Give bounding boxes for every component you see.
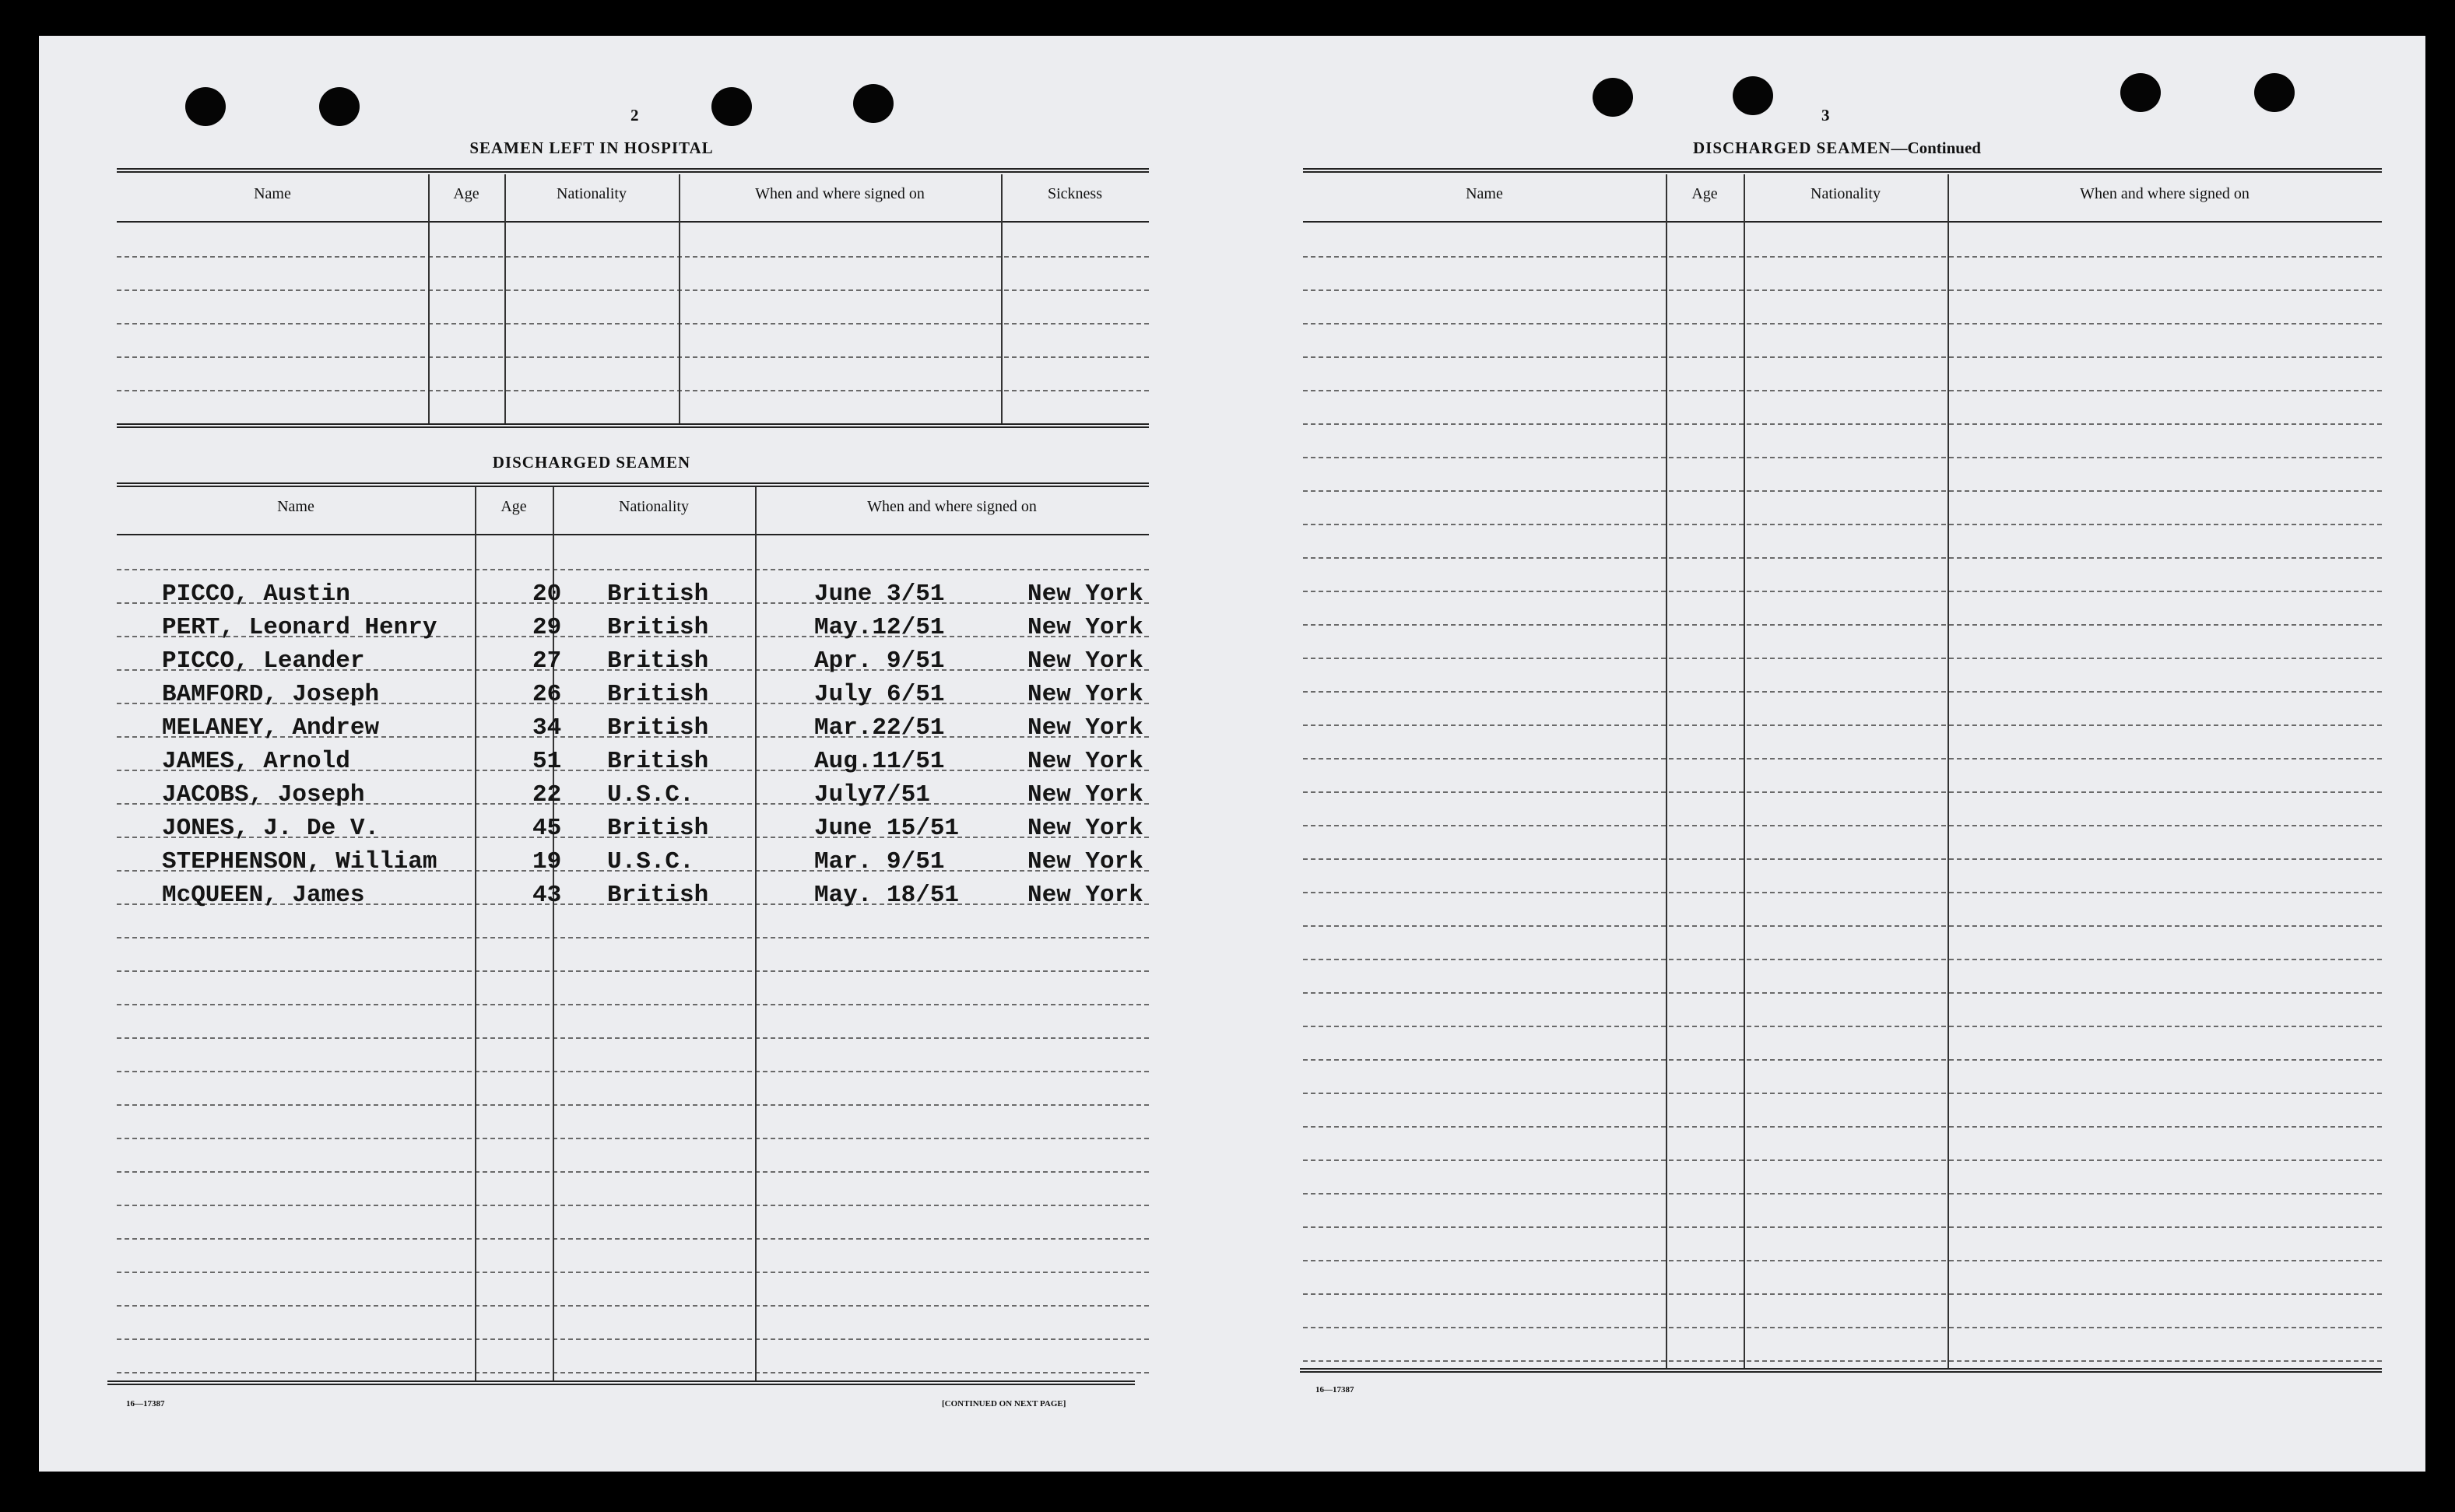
seaman-age: 34 (532, 714, 562, 742)
seaman-nationality: British (607, 882, 709, 909)
ruled-line (117, 1138, 1149, 1139)
seaman-nationality: British (607, 714, 709, 742)
punch-hole (319, 87, 360, 126)
ruled-line (1303, 490, 2382, 492)
signed-on-date: Apr. 9/51 (814, 647, 945, 675)
signed-on-date: Mar.22/51 (814, 714, 945, 742)
column-header: Age (453, 185, 479, 202)
seaman-name: PICCO, Austin (162, 581, 350, 608)
hospital-top-rule (117, 168, 1149, 173)
signed-on-place: New York (1027, 614, 1143, 641)
ruled-line (117, 256, 1149, 258)
column-divider (428, 174, 430, 423)
column-header: When and where signed on (867, 498, 1037, 515)
discharged-bottom-rule (107, 1380, 1135, 1385)
ruled-line (1303, 1193, 2382, 1195)
seaman-name: STEPHENSON, William (162, 848, 437, 875)
punch-hole (2254, 73, 2295, 112)
left-page-number: 2 (630, 106, 639, 125)
ruled-line (1303, 892, 2382, 893)
right-title-suffix: —Continued (1891, 139, 1981, 157)
ruled-line (1303, 1093, 2382, 1094)
signed-on-date: June 3/51 (814, 581, 945, 608)
ruled-line (1303, 724, 2382, 726)
column-divider (679, 174, 680, 423)
signed-on-place: New York (1027, 647, 1143, 675)
ruled-line (1303, 289, 2382, 291)
signed-on-place: New York (1027, 714, 1143, 742)
ruled-line (1303, 256, 2382, 258)
column-header: Nationality (557, 185, 627, 202)
ruled-line (117, 569, 1149, 570)
ruled-line (1303, 524, 2382, 525)
discharged-top-rule (117, 482, 1149, 487)
column-header: When and where signed on (2080, 185, 2250, 202)
ruled-line (1303, 691, 2382, 693)
seaman-nationality: British (607, 748, 709, 775)
right-section-title (1323, 139, 2351, 158)
ruled-line (117, 1071, 1149, 1072)
ruled-line (1303, 1026, 2382, 1027)
seaman-nationality: U.S.C. (607, 848, 694, 875)
ruled-line (117, 1272, 1149, 1273)
ruled-line (1303, 1059, 2382, 1061)
ruled-line (1303, 925, 2382, 927)
ruled-line (1303, 825, 2382, 826)
ruled-line (1303, 1260, 2382, 1261)
ruled-line (1303, 992, 2382, 994)
punch-hole (1593, 78, 1633, 117)
signed-on-date: Aug.11/51 (814, 748, 945, 775)
signed-on-place: New York (1027, 781, 1143, 809)
seaman-nationality: British (607, 815, 709, 842)
column-divider (1001, 174, 1003, 423)
seaman-name: JONES, J. De V. (162, 815, 380, 842)
ruled-line (1303, 1360, 2382, 1362)
signed-on-date: May. 18/51 (814, 882, 960, 909)
ruled-line (1303, 591, 2382, 592)
seaman-age: 27 (532, 647, 562, 675)
ruled-line (117, 937, 1149, 938)
discharged-section-title: DISCHARGED SEAMEN (492, 453, 691, 472)
ruled-line (1303, 858, 2382, 860)
signed-on-date: Mar. 9/51 (814, 848, 945, 875)
signed-on-place: New York (1027, 848, 1143, 875)
punch-hole (2120, 73, 2161, 112)
ruled-line (117, 1305, 1149, 1307)
ruled-line (1303, 1226, 2382, 1228)
signed-on-date: July 6/51 (814, 681, 945, 708)
left-form-number: 16—17387 (126, 1399, 165, 1409)
column-divider (504, 174, 506, 423)
seaman-age: 51 (532, 748, 562, 775)
ruled-line (117, 323, 1149, 325)
right-header-rule (1303, 221, 2382, 223)
ruled-line (117, 970, 1149, 972)
ruled-line (1303, 457, 2382, 458)
ruled-line (117, 1205, 1149, 1206)
column-divider (475, 487, 476, 1380)
signed-on-date: July7/51 (814, 781, 930, 809)
seaman-name: JAMES, Arnold (162, 748, 350, 775)
column-divider (755, 487, 757, 1380)
seaman-name: JACOBS, Joseph (162, 781, 365, 809)
punch-hole (853, 84, 894, 123)
seaman-nationality: British (607, 581, 709, 608)
column-header: When and where signed on (755, 185, 925, 202)
right-form-number: 16—17387 (1315, 1385, 1354, 1394)
punch-hole (185, 87, 226, 126)
seaman-age: 29 (532, 614, 562, 641)
column-header: Name (254, 185, 291, 202)
ruled-line (1303, 791, 2382, 793)
ruled-line (117, 1171, 1149, 1173)
ruled-line (1303, 356, 2382, 358)
discharged-header-rule (117, 534, 1149, 535)
right-page-number: 3 (1821, 106, 1830, 125)
ruled-line (117, 289, 1149, 291)
ruled-line (1303, 557, 2382, 559)
ruled-line (117, 1104, 1149, 1106)
ruled-line (1303, 390, 2382, 391)
seaman-age: 26 (532, 681, 562, 708)
column-header: Name (277, 498, 314, 515)
hospital-section-title: SEAMEN LEFT IN HOSPITAL (469, 139, 714, 157)
ruled-line (1303, 323, 2382, 325)
signed-on-place: New York (1027, 815, 1143, 842)
seaman-name: MELANEY, Andrew (162, 714, 380, 742)
column-divider (1947, 174, 1949, 1368)
ruled-line (1303, 1159, 2382, 1161)
ruled-line (117, 1338, 1149, 1340)
ruled-line (117, 1037, 1149, 1039)
seaman-nationality: British (607, 614, 709, 641)
right-title-main: DISCHARGED SEAMEN (1693, 139, 1891, 157)
ruled-line (1303, 1126, 2382, 1128)
ruled-line (1303, 959, 2382, 960)
ruled-line (117, 356, 1149, 358)
ruled-line (117, 1372, 1149, 1373)
right-top-rule (1303, 168, 2382, 173)
continued-note: [CONTINUED ON NEXT PAGE] (942, 1399, 1066, 1409)
seaman-age: 22 (532, 781, 562, 809)
ruled-line (117, 1238, 1149, 1240)
seaman-name: PICCO, Leander (162, 647, 365, 675)
seaman-age: 19 (532, 848, 562, 875)
seaman-name: PERT, Leonard Henry (162, 614, 437, 641)
punch-hole (1733, 76, 1773, 115)
signed-on-date: May.12/51 (814, 614, 945, 641)
column-header: Age (1691, 185, 1718, 202)
signed-on-place: New York (1027, 748, 1143, 775)
seaman-age: 45 (532, 815, 562, 842)
punch-hole (711, 87, 752, 126)
column-divider (1666, 174, 1667, 1368)
right-bottom-rule (1300, 1368, 2382, 1373)
ruled-line (1303, 758, 2382, 760)
ruled-line (1303, 624, 2382, 626)
column-header: Nationality (619, 498, 689, 515)
ruled-line (1303, 1327, 2382, 1328)
column-header: Age (500, 498, 527, 515)
ruled-line (117, 1004, 1149, 1005)
signed-on-place: New York (1027, 681, 1143, 708)
signed-on-place: New York (1027, 581, 1143, 608)
hospital-header-rule (117, 221, 1149, 223)
seaman-nationality: British (607, 681, 709, 708)
seaman-nationality: U.S.C. (607, 781, 694, 809)
signed-on-date: June 15/51 (814, 815, 960, 842)
signed-on-place: New York (1027, 882, 1143, 909)
column-header: Name (1466, 185, 1503, 202)
ruled-line (1303, 1293, 2382, 1295)
seaman-name: BAMFORD, Joseph (162, 681, 380, 708)
ruled-line (1303, 423, 2382, 425)
ruled-line (117, 390, 1149, 391)
ruled-line (1303, 658, 2382, 659)
seaman-nationality: British (607, 647, 709, 675)
seaman-age: 43 (532, 882, 562, 909)
hospital-bottom-rule (117, 423, 1149, 428)
seaman-age: 20 (532, 581, 562, 608)
column-header: Nationality (1811, 185, 1881, 202)
column-header: Sickness (1048, 185, 1102, 202)
seaman-name: McQUEEN, James (162, 882, 365, 909)
column-divider (1744, 174, 1745, 1368)
document-sheet (39, 36, 2425, 1472)
